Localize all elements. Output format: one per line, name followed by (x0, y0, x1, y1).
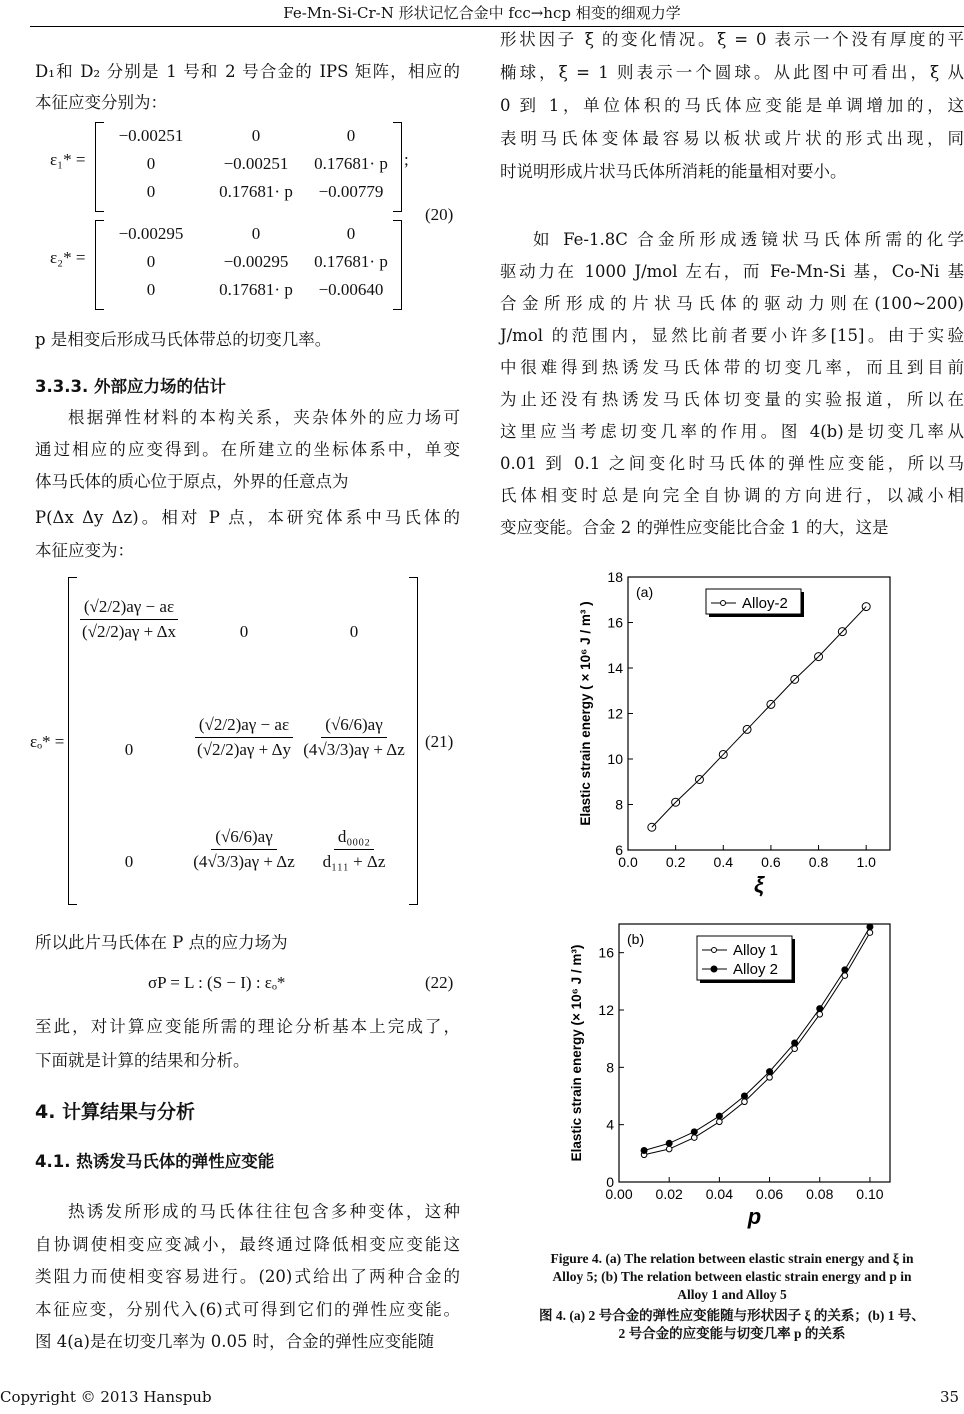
x-tick-label: 0.10 (856, 1186, 884, 1202)
text-line: 本征应变分别为： (35, 93, 167, 112)
matrix-cell: 0 (251, 126, 261, 145)
text-line: 椭球，ξ = 1 则表示一个圆球。从此图中可看出，ξ 从 (500, 63, 964, 82)
figure-4a-chart (560, 560, 900, 910)
y-tick-label: 10 (607, 751, 623, 767)
numerator: (√2/2)aγ − aε (80, 597, 178, 620)
matrix-cell: −0.00251 (223, 154, 289, 173)
legend-marker (721, 601, 726, 606)
matrix-cell (294, 827, 414, 872)
x-axis-label: ξ (754, 872, 764, 897)
y-tick-label: 8 (615, 796, 623, 813)
y-tick-label: 12 (607, 705, 623, 722)
data-point (717, 1119, 723, 1125)
x-tick-label: 0.4 (713, 854, 734, 870)
running-header: Fe-Mn-Si-Cr-N 形状记忆合金中 fcc→hcp 相变的细观力学 (283, 4, 681, 22)
denominator: (√2/2)aγ + Δy (196, 740, 291, 759)
legend-label: Alloy 1 (733, 942, 779, 959)
matrix-cell: −0.00251 (118, 126, 184, 145)
text-line: 形状因子 ξ 的变化情况。ξ = 0 表示一个没有厚度的平 (500, 30, 964, 49)
heading-4-1: 4.1. 热诱发马氏体的弹性应变能 (35, 1152, 275, 1171)
matrix-eps-o (68, 577, 418, 905)
y-tick-label: 14 (607, 660, 623, 676)
plot-frame (628, 577, 890, 850)
text-line: P(Δx Δy Δz)。相对 P 点，本研究体系中马氏体的 (35, 508, 460, 527)
data-point (742, 1099, 748, 1105)
text-line: 如 Fe-1.8C 合金所形成透镜状马氏体所需的化学 (533, 230, 964, 249)
caption-line: 图 4. (a) 2 号合金的弹性应变能随与形状因子 ξ 的关系；(b) 1 号、 (539, 1308, 925, 1323)
paragraph-p-definition: p 是相变后形成马氏体带总的切变几率。 (35, 330, 332, 349)
matrix-cell: 0 (349, 622, 359, 641)
data-point (741, 1093, 747, 1099)
matrix-cell (184, 715, 304, 760)
matrix-cell: 0.17681· p (219, 182, 293, 201)
fraction (189, 827, 299, 872)
fraction (193, 715, 295, 760)
caption-line: Alloy 5; (b) The relation between elastic strain energy and p in (552, 1269, 912, 1284)
matrix-cell: 0 (146, 280, 156, 299)
matrix-cell: −0.00295 (223, 252, 289, 271)
text-line: 热诱发所形成的马氏体往往包含多种变体，这种 (68, 1202, 460, 1221)
y-tick-label: 6 (615, 842, 623, 858)
x-tick-label: 0.0 (618, 854, 638, 870)
text-line: 本征应变，分别代入(6)式可得到它们的弹性应变能。 (35, 1299, 460, 1319)
series-line-alloy-2 (652, 607, 866, 828)
matrix-cell: −0.00295 (118, 224, 184, 243)
y-tick-label: 12 (598, 1002, 614, 1018)
data-point (867, 924, 873, 930)
eq22-label: (22) (425, 973, 454, 992)
caption-line: Figure 4. (a) The relation between elastic strain energy and ξ in (550, 1251, 914, 1266)
matrix-cell: 0.17681· p (219, 280, 293, 299)
text-line: J/mol 的范围内，显然比前者要小许多[15]。由于实验 (500, 326, 964, 345)
x-tick-label: 0.04 (705, 1186, 733, 1202)
text-line: 氏体相变时总是向完全自协调的方向进行，以减小相 (500, 486, 964, 505)
text-line: 体马氏体的质心位于原点，外界的任意点为 (35, 472, 349, 491)
y-tick-label: 16 (607, 614, 623, 631)
matrix-eps2 (95, 220, 402, 310)
numerator: d₀₀₀₂ (334, 827, 374, 850)
text-line: 通过相应的应变得到。在所建立的坐标体系中，单变 (35, 440, 460, 459)
x-tick-label: 0.6 (761, 854, 781, 870)
legend-label: Alloy 2 (733, 961, 779, 978)
data-point (792, 1040, 798, 1046)
data-point (648, 823, 656, 831)
text-line: 图 4(a)是在切变几率为 0.05 时，合金的弹性应变能随 (35, 1332, 435, 1351)
data-point (716, 1113, 722, 1119)
data-point (691, 1129, 697, 1135)
eq20-lhs1: ε₁* = (50, 150, 86, 169)
text-line: 类阻力而使相变容易进行。(20)式给出了两种合金的 (35, 1267, 460, 1286)
eq20-label: (20) (425, 205, 454, 224)
matrix-cell: 0 (124, 852, 134, 871)
matrix-cell: 0 (346, 224, 356, 243)
legend-marker (711, 966, 717, 972)
text-line: 变应变能。合金 2 的弹性应变能比合金 1 的大，这是 (500, 518, 889, 537)
eq21-label: (21) (425, 732, 454, 751)
y-tick-label: 8 (606, 1059, 614, 1076)
denominator: (4√3/3)aγ + Δz (303, 740, 405, 759)
panel-label: (a) (636, 584, 654, 600)
x-tick-label: 0.2 (665, 854, 686, 870)
text-line: 0 到 1，单位体积的马氏体应变能是单调增加的，这 (500, 96, 964, 115)
text-line: 至此，对计算应变能所需的理论分析基本上完成了， (35, 1017, 460, 1036)
text-line: 根据弹性材料的本构关系，夹杂体外的应力场可 (68, 408, 460, 427)
fraction (78, 597, 180, 642)
heading-3-3-3: 3.3.3. 外部应力场的估计 (35, 377, 226, 396)
x-axis-label: p (747, 1204, 762, 1229)
eq20-semicolon: ; (404, 150, 409, 169)
x-tick-label: 0.02 (655, 1186, 683, 1202)
figure-4-caption (500, 1250, 964, 1343)
legend-label: Alloy-2 (742, 595, 788, 612)
data-point (666, 1140, 672, 1146)
matrix-cell (294, 715, 414, 760)
caption-line: 2 号合金的应变能与切变几率 p 的关系 (618, 1326, 846, 1341)
matrix-cell: 0 (146, 154, 156, 173)
x-tick-label: 0.08 (806, 1186, 834, 1202)
equation-22: σP = L : (S − I) : εₒ* (148, 973, 286, 992)
data-point (641, 1147, 647, 1153)
y-tick-label: 18 (607, 569, 623, 585)
x-tick-label: 0.8 (808, 854, 829, 870)
heading-section-4: 4. 计算结果与分析 (35, 1101, 196, 1123)
numerator: (√6/6)aγ (321, 715, 386, 738)
x-tick-label: 0.00 (605, 1186, 633, 1202)
text-line: 表明马氏体变体最容易以板状或片状的形式出现，同 (500, 129, 964, 148)
eq20-lhs2: ε₂* = (50, 248, 86, 267)
matrix-eps1 (95, 122, 402, 212)
text-line: 时说明形成片状马氏体所消耗的能量相对要小。 (500, 162, 847, 181)
matrix-cell: −0.00640 (318, 280, 384, 299)
denominator: (√2/2)aγ + Δx (81, 622, 176, 641)
matrix-cell (69, 597, 189, 642)
y-tick-label: 0 (606, 1174, 614, 1190)
x-tick-label: 1.0 (856, 854, 876, 870)
text-line: 自协调使相变应变减小，最终通过降低相变应变能这 (35, 1234, 460, 1254)
text-line: 下面就是计算的结果和分析。 (35, 1051, 250, 1070)
fraction (319, 827, 390, 872)
denominator: d₁₁₁ + Δz (322, 852, 386, 871)
matrix-cell: −0.00779 (318, 182, 384, 201)
fraction (299, 715, 409, 760)
matrix-cell (184, 827, 304, 872)
y-tick-label: 16 (598, 944, 614, 961)
numerator: (√2/2)aγ − aε (195, 715, 293, 738)
data-point (817, 1012, 823, 1018)
y-axis-label: Elastic strain energy (× 10⁶ J / m³) (569, 944, 584, 1162)
text-line: 中很难得到热诱发马氏体带的切变几率，而且到目前 (500, 358, 964, 377)
text-line: 为止还没有热诱发马氏体切变量的实验报道，所以在 (500, 390, 964, 409)
footer-page-number: 35 (940, 1388, 960, 1406)
data-point (842, 967, 848, 973)
matrix-cell: 0 (239, 622, 249, 641)
data-point (817, 1006, 823, 1012)
matrix-cell: 0 (346, 126, 356, 145)
data-point (767, 1075, 773, 1081)
data-point (792, 1046, 798, 1052)
y-axis-label: Elastic strain energy ( × 10⁶ J / m³ ) (578, 601, 593, 826)
text-line: 合金所形成的片状马氏体的驱动力则在(100~200) (500, 294, 964, 313)
matrix-cell: 0 (146, 182, 156, 201)
paragraph-stress-field: 所以此片马氏体在 P 点的应力场为 (35, 933, 288, 952)
eq21-lhs: εₒ* = (30, 732, 65, 751)
x-tick-label: 0.06 (755, 1186, 784, 1202)
data-point (767, 1069, 773, 1075)
figure-4b-chart (560, 918, 900, 1240)
matrix-cell: 0.17681· p (314, 154, 388, 173)
data-point (691, 1135, 697, 1141)
text-line: D₁和 D₂ 分别是 1 号和 2 号合金的 IPS 矩阵，相应的 (35, 62, 460, 81)
denominator: (4√3/3)aγ + Δz (193, 852, 295, 871)
text-line: 这里应当考虑切变几率的作用。图 4(b)是切变几率从 (500, 422, 964, 441)
data-point (666, 1146, 672, 1152)
matrix-cell: 0.17681· p (314, 252, 388, 271)
legend-marker (712, 948, 717, 953)
text-line: 本征应变为： (35, 541, 134, 560)
matrix-cell: 0 (124, 740, 134, 759)
footer-copyright: Copyright © 2013 Hanspub (0, 1388, 212, 1406)
numerator: (√6/6)aγ (211, 827, 276, 850)
matrix-cell: 0 (146, 252, 156, 271)
text-line: 0.01 到 0.1 之间变化时马氏体的弹性应变能，所以马 (500, 454, 964, 473)
matrix-cell: 0 (251, 224, 261, 243)
caption-line: Alloy 1 and Alloy 5 (677, 1287, 787, 1302)
y-tick-label: 4 (606, 1116, 614, 1133)
text-line: 驱动力在 1000 J/mol 左右，而 Fe-Mn-Si 基，Co-Ni 基 (500, 262, 964, 281)
panel-label: (b) (627, 931, 645, 947)
